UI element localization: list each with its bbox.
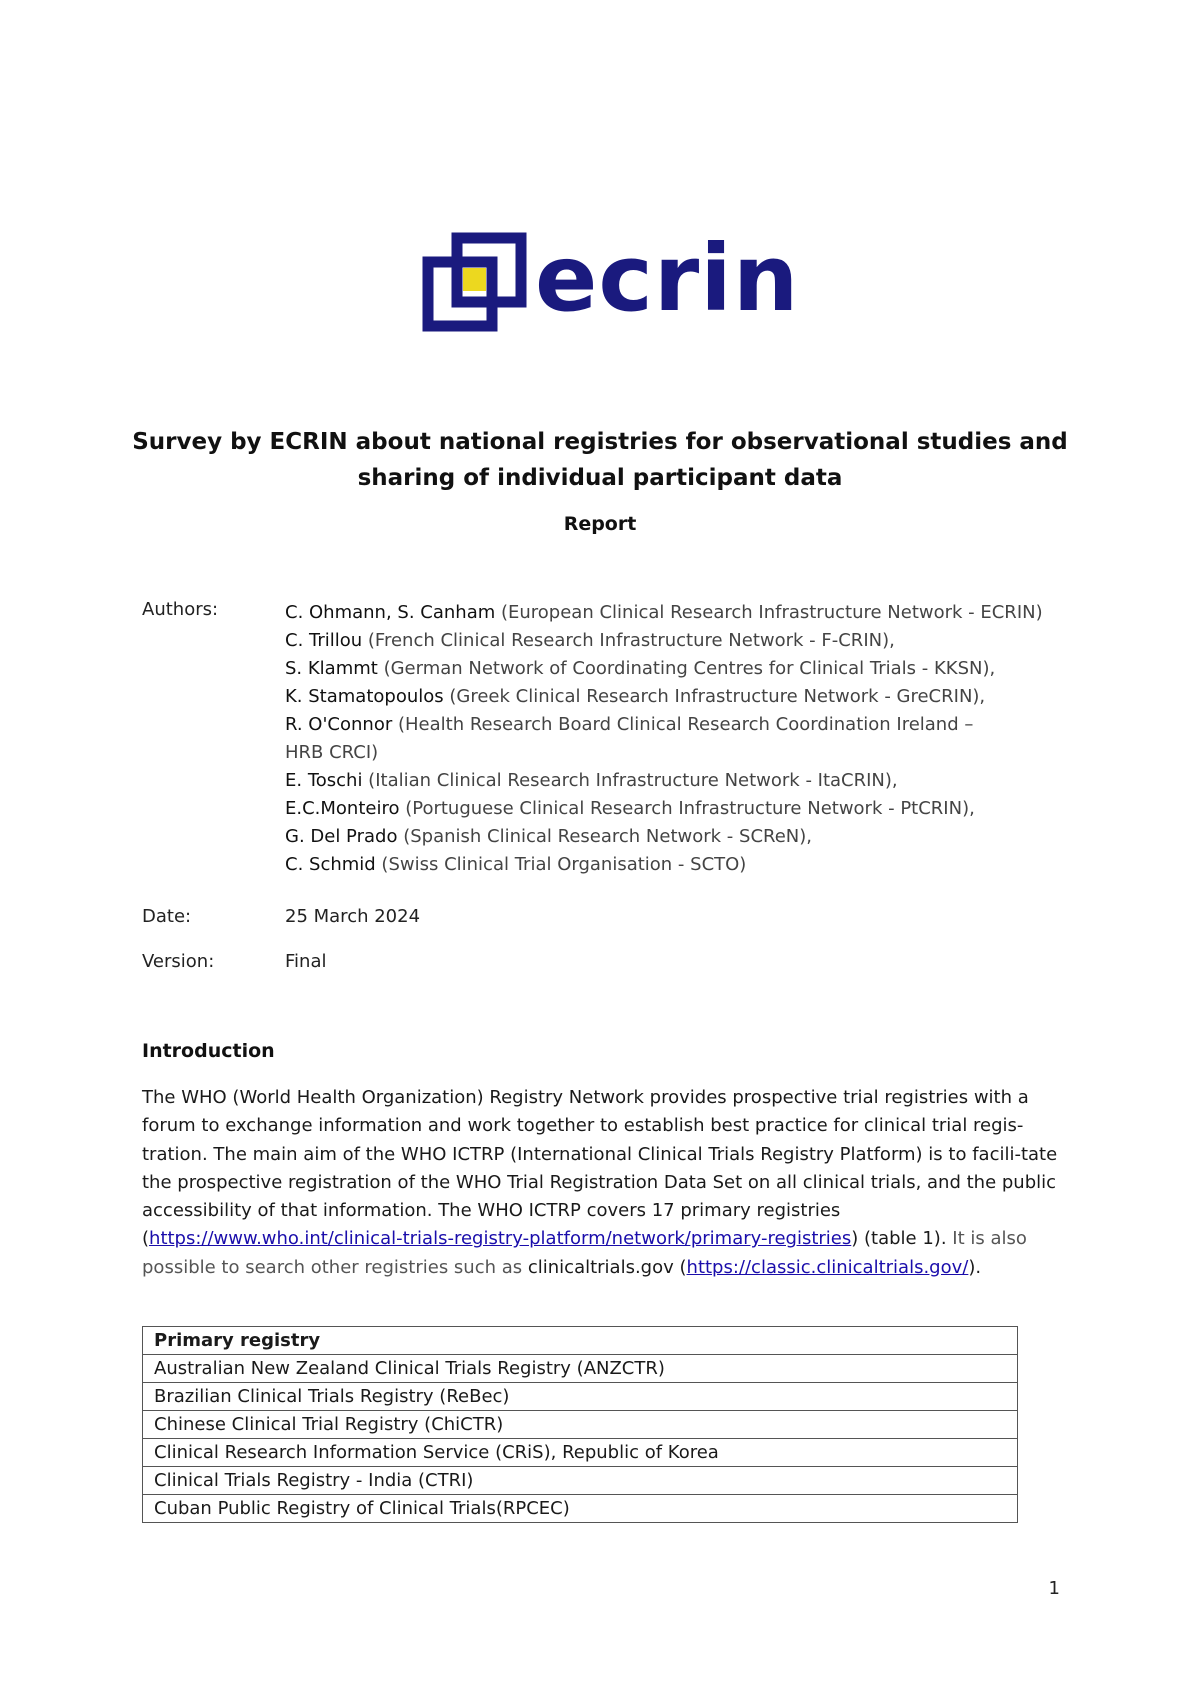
date-label: Date:: [142, 906, 192, 927]
clinicaltrials-link[interactable]: https://classic.clinicaltrials.gov/: [686, 1256, 969, 1278]
table-header-cell: Primary registry: [143, 1327, 1018, 1355]
author-entry: S. Klammt (German Network of Coordinating Centres for Clinical Trials - KKSN),: [285, 658, 996, 679]
authors-list: [285, 599, 1085, 879]
table-row: [143, 1495, 1018, 1523]
table-cell: Chinese Clinical Trial Registry (ChiCTR): [143, 1411, 1018, 1439]
primary-registry-table: [142, 1326, 1018, 1523]
who-registries-link[interactable]: https://www.who.int/clinical-trials-registry-platform/network/primary-registries: [149, 1228, 852, 1250]
author-entry: C. Ohmann, S. Canham (European Clinical Research Infrastructure Network - ECRIN): [285, 602, 1043, 623]
author-entry: C. Trillou (French Clinical Research Infrastructure Network - F-CRIN),: [285, 630, 895, 651]
author-entry: K. Stamatopoulos (Greek Clinical Research Infrastructure Network - GreCRIN),: [285, 686, 986, 707]
date-value: 25 March 2024: [285, 906, 421, 927]
authors-label: Authors:: [142, 599, 219, 620]
table-cell: Clinical Trials Registry - India (CTRI): [143, 1467, 1018, 1495]
author-entry: C. Schmid (Swiss Clinical Trial Organisation - SCTO): [285, 854, 747, 875]
ecrin-logo: [421, 225, 800, 338]
title-line-1: Survey by ECRIN about national registries for observational studies and: [132, 429, 1068, 455]
table-row: [143, 1355, 1018, 1383]
table-cell: Australian New Zealand Clinical Trials Registry (ANZCTR): [143, 1355, 1018, 1383]
introduction-paragraph: The WHO (World Health Organization) Registry Network provides prospective trial registries with a forum to exchange information and work together to establish best practice for clinical trial regis-tration. The main aim of the WHO ICTRP (International Clinical Trials Registry Platform) is to facili-tate the prospective registration of the WHO Trial Registration Data Set on all clinical trials, and the public accessibility of that information. The WHO ICTRP covers 17 primary registries (https://www.who.int/clinical-trials-registry-platform/network/primary-registries) (table 1). It is also possible to search other registries such as clinicaltrials.gov (https://classic.clinicaltrials.gov/).: [142, 1087, 1058, 1278]
table-cell: Clinical Research Information Service (CRiS), Republic of Korea: [143, 1439, 1018, 1467]
table-cell: Cuban Public Registry of Clinical Trials(RPCEC): [143, 1495, 1018, 1523]
logo-wordmark: ecrin: [535, 225, 800, 332]
ecrin-logo-mark-icon: [421, 232, 527, 338]
table-row: [143, 1383, 1018, 1411]
title-line-2: sharing of individual participant data: [357, 465, 843, 491]
author-entry: G. Del Prado (Spanish Clinical Research Network - SCReN),: [285, 826, 812, 847]
document-subtitle: Report: [563, 513, 637, 535]
page-number: 1: [1048, 1578, 1060, 1599]
document-title: [130, 424, 1070, 496]
table-row: [143, 1411, 1018, 1439]
version-value: Final: [285, 951, 327, 972]
table-header-row: [143, 1327, 1018, 1355]
author-entry: E.C.Monteiro (Portuguese Clinical Research Infrastructure Network - PtCRIN),: [285, 798, 975, 819]
author-entry: R. O'Connor (Health Research Board Clinical Research Coordination Ireland – HRB CRCI): [285, 714, 974, 763]
introduction-heading: Introduction: [142, 1040, 275, 1062]
table-cell: Brazilian Clinical Trials Registry (ReBec): [143, 1383, 1018, 1411]
version-label: Version:: [142, 951, 215, 972]
table-row: [143, 1467, 1018, 1495]
author-entry: E. Toschi (Italian Clinical Research Infrastructure Network - ItaCRIN),: [285, 770, 898, 791]
table-row: [143, 1439, 1018, 1467]
